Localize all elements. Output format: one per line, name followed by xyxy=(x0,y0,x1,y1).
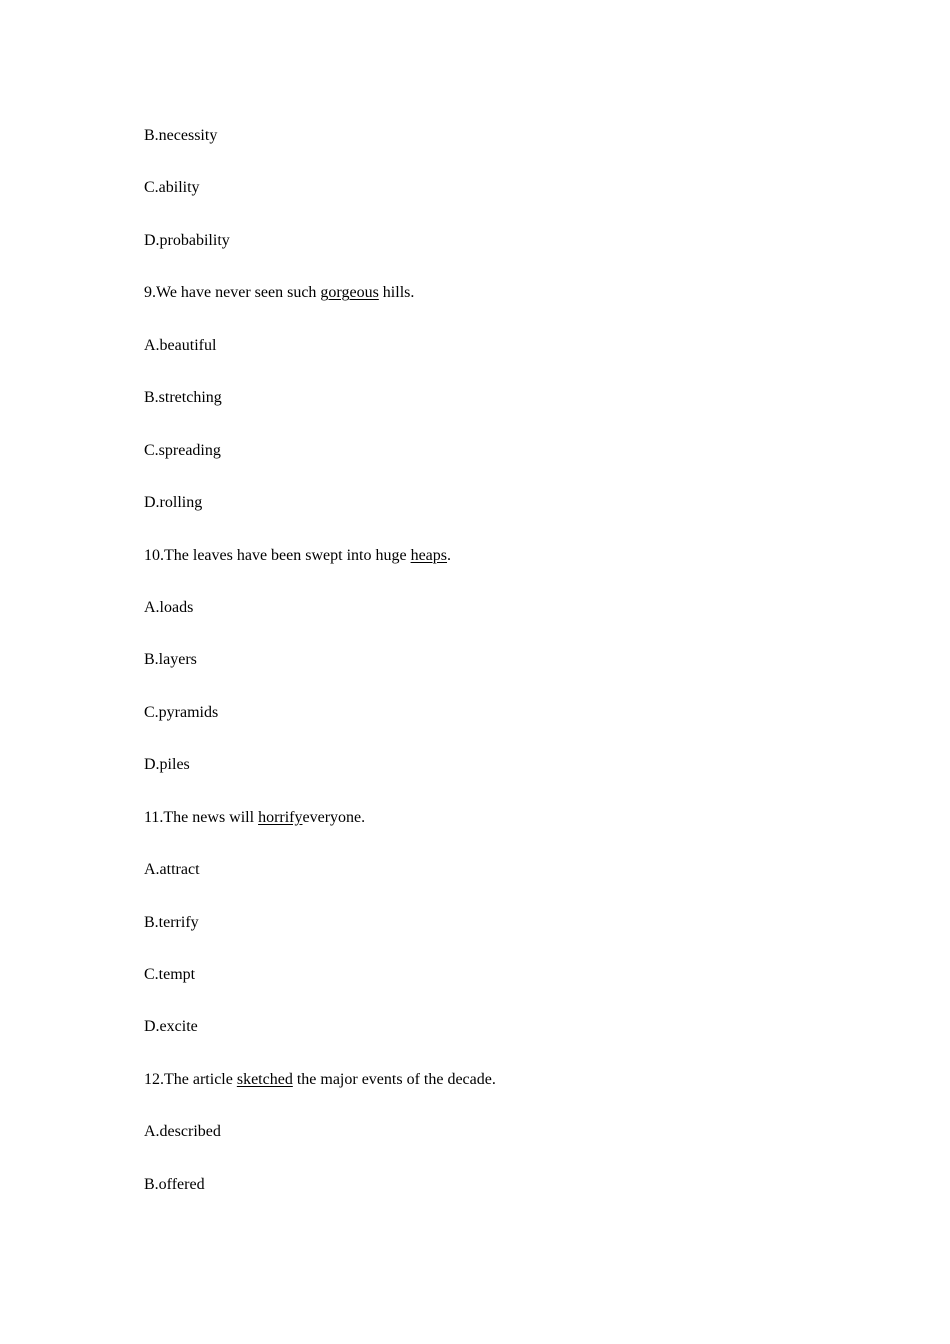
answer-option: B.stretching xyxy=(144,389,222,407)
answer-option: B.offered xyxy=(144,1175,205,1193)
question-10 xyxy=(144,545,824,567)
answer-option: A.loads xyxy=(144,598,194,616)
underlined-word: gorgeous xyxy=(320,284,379,302)
answer-option: D.excite xyxy=(144,1018,198,1036)
answer-option: D.piles xyxy=(144,756,190,774)
question-12 xyxy=(144,1069,824,1091)
document-body xyxy=(144,125,824,1226)
question-text: the major events of the decade. xyxy=(292,1070,496,1088)
answer-option: A.beautiful xyxy=(144,336,217,354)
question-text: hills. xyxy=(378,284,415,302)
answer-option: C.tempt xyxy=(144,966,196,983)
answer-option: C.ability xyxy=(144,179,200,197)
underlined-word: heaps xyxy=(410,546,448,564)
question-11 xyxy=(144,807,824,829)
answer-option: C.pyramids xyxy=(144,703,219,721)
answer-option: A.described xyxy=(144,1123,221,1141)
answer-option: D.probability xyxy=(144,231,230,249)
question-text: 12.The article xyxy=(144,1070,237,1088)
question-text: everyone. xyxy=(302,808,366,826)
answer-option: C.spreading xyxy=(144,441,221,459)
question-text: 9.We have never seen such xyxy=(144,284,321,302)
question-text: . xyxy=(447,546,452,564)
answer-option: B.terrify xyxy=(144,913,199,931)
answer-option: D.rolling xyxy=(144,494,203,512)
question-text: 11.The news will xyxy=(144,808,259,826)
question-text: 10.The leaves have been swept into huge xyxy=(144,546,411,564)
answer-option: B.necessity xyxy=(144,127,218,144)
question-9 xyxy=(144,282,824,304)
answer-option: B.layers xyxy=(144,651,197,669)
answer-option: A.attract xyxy=(144,861,200,879)
underlined-word: sketched xyxy=(236,1070,293,1088)
underlined-word: horrify xyxy=(258,808,303,826)
